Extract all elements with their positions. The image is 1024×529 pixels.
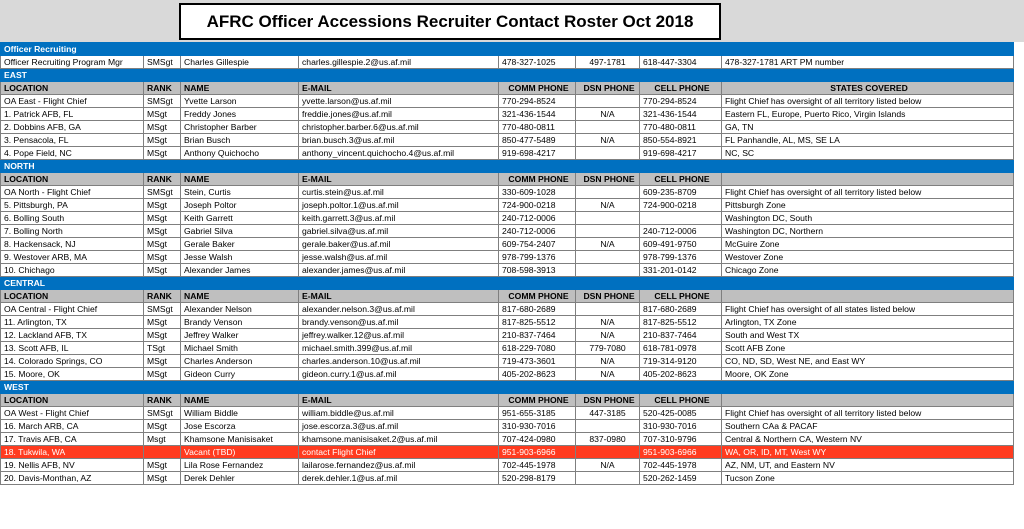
column-header-row (1, 290, 1014, 303)
cell-location[interactable]: OA Central - Flight Chief (1, 303, 144, 316)
cell-name[interactable]: Jeffrey Walker (181, 329, 299, 342)
section-row (1, 160, 1014, 173)
cell-dsn-phone[interactable] (576, 420, 640, 433)
header-comm-phone[interactable]: COMM PHONE (499, 173, 576, 186)
table-row (1, 238, 1014, 251)
cell-states-covered[interactable]: Flight Chief has oversight of all territory listed below (722, 407, 1014, 420)
cell-dsn-phone[interactable]: 779-7080 (576, 342, 640, 355)
cell-name[interactable]: Brian Busch (181, 134, 299, 147)
table-row (1, 225, 1014, 238)
cell-comm-phone[interactable]: 210-837-7464 (499, 329, 576, 342)
cell-states-covered[interactable]: WA, OR, ID, MT, West WY (722, 446, 1014, 459)
cell-cell-phone[interactable]: 817-680-2689 (640, 303, 722, 316)
header-rank[interactable]: RANK (144, 290, 181, 303)
cell-states-covered[interactable]: Flight Chief has oversight of all territory listed below (722, 186, 1014, 199)
table-row (1, 212, 1014, 225)
header-comm-phone[interactable]: COMM PHONE (499, 82, 576, 95)
cell-dsn-phone[interactable]: 497-1781 (576, 56, 640, 69)
cell-location[interactable]: OA North - Flight Chief (1, 186, 144, 199)
header-name[interactable]: NAME (181, 290, 299, 303)
cell-name[interactable]: Jose Escorza (181, 420, 299, 433)
cell-name[interactable]: Keith Garrett (181, 212, 299, 225)
table-row (1, 420, 1014, 433)
cell-email[interactable]: william.biddle@us.af.mil (299, 407, 499, 420)
cell-dsn-phone[interactable]: 447-3185 (576, 407, 640, 420)
cell-location[interactable]: 17. Travis AFB, CA (1, 433, 144, 446)
table-row (1, 433, 1014, 446)
title-strip (0, 0, 1024, 42)
cell-name[interactable]: Stein, Curtis (181, 186, 299, 199)
section-row (1, 43, 1014, 56)
cell-email[interactable]: lailarose.fernandez@us.af.mil (299, 459, 499, 472)
cell-cell-phone[interactable]: 310-930-7016 (640, 420, 722, 433)
header-dsn-phone[interactable]: DSN PHONE (576, 82, 640, 95)
cell-email[interactable]: charles.gillespie.2@us.af.mil (299, 56, 499, 69)
cell-location[interactable]: 4. Pope Field, NC (1, 147, 144, 160)
cell-location[interactable]: 16. March ARB, CA (1, 420, 144, 433)
table-row (1, 472, 1014, 485)
cell-comm-phone[interactable]: 817-680-2689 (499, 303, 576, 316)
header-rank[interactable]: RANK (144, 173, 181, 186)
roster-body (1, 43, 1014, 485)
cell-cell-phone[interactable]: 520-425-0085 (640, 407, 722, 420)
cell-location[interactable]: 5. Pittsburgh, PA (1, 199, 144, 212)
cell-rank[interactable]: MSgt (144, 459, 181, 472)
cell-email[interactable]: khamsone.manisisaket.2@us.af.mil (299, 433, 499, 446)
cell-email[interactable]: keith.garrett.3@us.af.mil (299, 212, 499, 225)
cell-comm-phone[interactable]: 850-477-5489 (499, 134, 576, 147)
cell-cell-phone[interactable]: 240-712-0006 (640, 225, 722, 238)
cell-cell-phone[interactable]: 919-698-4217 (640, 147, 722, 160)
table-row (1, 95, 1014, 108)
cell-rank[interactable]: SMSgt (144, 56, 181, 69)
cell-name[interactable]: Freddy Jones (181, 108, 299, 121)
cell-comm-phone[interactable]: 330-609-1028 (499, 186, 576, 199)
table-row (1, 303, 1014, 316)
cell-name[interactable]: Vacant (TBD) (181, 446, 299, 459)
cell-dsn-phone[interactable]: N/A (576, 368, 640, 381)
cell-rank[interactable]: MSgt (144, 238, 181, 251)
header-comm-phone[interactable]: COMM PHONE (499, 290, 576, 303)
cell-rank[interactable]: SMSgt (144, 186, 181, 199)
cell-comm-phone[interactable]: 609-754-2407 (499, 238, 576, 251)
header-rank[interactable]: RANK (144, 82, 181, 95)
table-row (1, 342, 1014, 355)
cell-name[interactable]: Jesse Walsh (181, 251, 299, 264)
table-row (1, 368, 1014, 381)
cell-dsn-phone[interactable] (576, 303, 640, 316)
cell-comm-phone[interactable]: 708-598-3913 (499, 264, 576, 277)
cell-rank[interactable] (144, 446, 181, 459)
header-states-covered[interactable] (722, 290, 1014, 303)
cell-comm-phone[interactable]: 405-202-8623 (499, 368, 576, 381)
cell-rank[interactable]: MSgt (144, 199, 181, 212)
header-comm-phone[interactable]: COMM PHONE (499, 394, 576, 407)
cell-email[interactable]: brian.busch.3@us.af.mil (299, 134, 499, 147)
column-header-row (1, 173, 1014, 186)
header-cell-phone[interactable]: CELL PHONE (640, 394, 722, 407)
cell-location[interactable]: 3. Pensacola, FL (1, 134, 144, 147)
cell-dsn-phone[interactable]: N/A (576, 108, 640, 121)
column-header-row (1, 394, 1014, 407)
cell-comm-phone[interactable]: 951-903-6966 (499, 446, 576, 459)
cell-dsn-phone[interactable] (576, 121, 640, 134)
cell-states-covered[interactable]: Eastern FL, Europe, Puerto Rico, Virgin Islands (722, 108, 1014, 121)
cell-name[interactable]: Gerale Baker (181, 238, 299, 251)
header-cell-phone[interactable]: CELL PHONE (640, 82, 722, 95)
cell-comm-phone[interactable]: 770-294-8524 (499, 95, 576, 108)
table-row (1, 446, 1014, 459)
cell-location[interactable]: 18. Tukwila, WA (1, 446, 144, 459)
cell-email[interactable]: gideon.curry.1@us.af.mil (299, 368, 499, 381)
header-dsn-phone[interactable]: DSN PHONE (576, 173, 640, 186)
cell-name[interactable]: Michael Smith (181, 342, 299, 355)
cell-dsn-phone[interactable] (576, 212, 640, 225)
section-label[interactable]: NORTH (1, 160, 1014, 173)
section-label[interactable]: WEST (1, 381, 1014, 394)
cell-location[interactable]: OA West - Flight Chief (1, 407, 144, 420)
cell-cell-phone[interactable]: 520-262-1459 (640, 472, 722, 485)
cell-location[interactable]: 9. Westover ARB, MA (1, 251, 144, 264)
table-row (1, 459, 1014, 472)
cell-rank[interactable]: MSgt (144, 472, 181, 485)
cell-cell-phone[interactable]: 817-825-5512 (640, 316, 722, 329)
cell-states-covered[interactable]: Scott AFB Zone (722, 342, 1014, 355)
cell-comm-phone[interactable]: 702-445-1978 (499, 459, 576, 472)
cell-comm-phone[interactable]: 240-712-0006 (499, 212, 576, 225)
cell-name[interactable]: Gabriel Silva (181, 225, 299, 238)
header-location[interactable]: LOCATION (1, 82, 144, 95)
cell-cell-phone[interactable]: 719-314-9120 (640, 355, 722, 368)
cell-name[interactable]: Khamsone Manisisaket (181, 433, 299, 446)
cell-states-covered[interactable]: Southern CAa & PACAF (722, 420, 1014, 433)
cell-states-covered[interactable]: Flight Chief has oversight of all states listed below (722, 303, 1014, 316)
cell-location[interactable]: 14. Colorado Springs, CO (1, 355, 144, 368)
cell-cell-phone[interactable]: 978-799-1376 (640, 251, 722, 264)
section-row (1, 381, 1014, 394)
cell-states-covered[interactable]: Tucson Zone (722, 472, 1014, 485)
cell-rank[interactable]: SMSgt (144, 95, 181, 108)
cell-states-covered[interactable]: FL Panhandle, AL, MS, SE LA (722, 134, 1014, 147)
cell-name[interactable]: Charles Anderson (181, 355, 299, 368)
cell-email[interactable]: freddie.jones@us.af.mil (299, 108, 499, 121)
header-rank[interactable]: RANK (144, 394, 181, 407)
header-email[interactable]: E-MAIL (299, 394, 499, 407)
cell-location[interactable]: 11. Arlington, TX (1, 316, 144, 329)
section-label[interactable]: CENTRAL (1, 277, 1014, 290)
header-dsn-phone[interactable]: DSN PHONE (576, 394, 640, 407)
cell-cell-phone[interactable]: 707-310-9796 (640, 433, 722, 446)
cell-rank[interactable]: SMSgt (144, 303, 181, 316)
cell-comm-phone[interactable]: 310-930-7016 (499, 420, 576, 433)
cell-cell-phone[interactable]: 770-294-8524 (640, 95, 722, 108)
table-row (1, 134, 1014, 147)
cell-rank[interactable]: MSgt (144, 251, 181, 264)
cell-cell-phone[interactable]: 724-900-0218 (640, 199, 722, 212)
cell-email[interactable]: brandy.venson@us.af.mil (299, 316, 499, 329)
cell-cell-phone[interactable]: 618-781-0978 (640, 342, 722, 355)
cell-name[interactable]: Brandy Venson (181, 316, 299, 329)
cell-location[interactable]: 7. Bolling North (1, 225, 144, 238)
cell-states-covered[interactable]: Arlington, TX Zone (722, 316, 1014, 329)
cell-rank[interactable]: MSgt (144, 316, 181, 329)
header-location[interactable]: LOCATION (1, 290, 144, 303)
header-email[interactable]: E-MAIL (299, 290, 499, 303)
cell-cell-phone[interactable]: 609-235-8709 (640, 186, 722, 199)
cell-location[interactable]: 1. Patrick AFB, FL (1, 108, 144, 121)
cell-states-covered[interactable]: Pittsburgh Zone (722, 199, 1014, 212)
cell-cell-phone[interactable]: 210-837-7464 (640, 329, 722, 342)
cell-rank[interactable]: TSgt (144, 342, 181, 355)
cell-rank[interactable]: MSgt (144, 264, 181, 277)
table-row (1, 251, 1014, 264)
cell-dsn-phone[interactable]: N/A (576, 199, 640, 212)
cell-email[interactable]: anthony_vincent.quichocho.4@us.af.mil (299, 147, 499, 160)
cell-name[interactable]: Alexander James (181, 264, 299, 277)
table-row (1, 147, 1014, 160)
cell-cell-phone[interactable]: 609-491-9750 (640, 238, 722, 251)
cell-dsn-phone[interactable]: N/A (576, 459, 640, 472)
cell-name[interactable]: Christopher Barber (181, 121, 299, 134)
table-row (1, 329, 1014, 342)
cell-location[interactable]: 19. Nellis AFB, NV (1, 459, 144, 472)
cell-states-covered[interactable]: Washington DC, Northern (722, 225, 1014, 238)
cell-dsn-phone[interactable] (576, 186, 640, 199)
cell-email[interactable]: yvette.larson@us.af.mil (299, 95, 499, 108)
cell-email[interactable]: gerale.baker@us.af.mil (299, 238, 499, 251)
cell-email[interactable]: charles.anderson.10@us.af.mil (299, 355, 499, 368)
header-cell-phone[interactable]: CELL PHONE (640, 290, 722, 303)
cell-email[interactable]: alexander.james@us.af.mil (299, 264, 499, 277)
cell-email[interactable]: curtis.stein@us.af.mil (299, 186, 499, 199)
cell-name[interactable]: Charles Gillespie (181, 56, 299, 69)
header-location[interactable]: LOCATION (1, 173, 144, 186)
section-label[interactable]: EAST (1, 69, 1014, 82)
header-dsn-phone[interactable]: DSN PHONE (576, 290, 640, 303)
cell-comm-phone[interactable]: 719-473-3601 (499, 355, 576, 368)
header-states-covered[interactable] (722, 173, 1014, 186)
cell-rank[interactable]: SMSgt (144, 407, 181, 420)
cell-states-covered[interactable]: GA, TN (722, 121, 1014, 134)
header-name[interactable]: NAME (181, 394, 299, 407)
cell-location[interactable]: 10. Chichago (1, 264, 144, 277)
cell-name[interactable]: Joseph Poltor (181, 199, 299, 212)
cell-location[interactable]: 20. Davis-Monthan, AZ (1, 472, 144, 485)
table-row (1, 108, 1014, 121)
cell-location[interactable]: OA East - Flight Chief (1, 95, 144, 108)
cell-dsn-phone[interactable] (576, 251, 640, 264)
section-row (1, 277, 1014, 290)
cell-rank[interactable]: MSgt (144, 134, 181, 147)
cell-states-covered[interactable]: CO, ND, SD, West NE, and East WY (722, 355, 1014, 368)
cell-comm-phone[interactable]: 951-655-3185 (499, 407, 576, 420)
header-location[interactable]: LOCATION (1, 394, 144, 407)
cell-rank[interactable]: MSgt (144, 329, 181, 342)
cell-dsn-phone[interactable]: N/A (576, 316, 640, 329)
cell-comm-phone[interactable]: 770-480-0811 (499, 121, 576, 134)
cell-comm-phone[interactable]: 618-229-7080 (499, 342, 576, 355)
cell-cell-phone[interactable]: 951-903-6966 (640, 446, 722, 459)
cell-rank[interactable]: MSgt (144, 121, 181, 134)
cell-comm-phone[interactable]: 321-436-1544 (499, 108, 576, 121)
cell-comm-phone[interactable]: 520-298-8179 (499, 472, 576, 485)
cell-dsn-phone[interactable] (576, 446, 640, 459)
roster-table (0, 42, 1014, 485)
roster-title: AFRC Officer Accessions Recruiter Contact Roster Oct 2018 (179, 3, 721, 40)
cell-rank[interactable]: Msgt (144, 433, 181, 446)
cell-comm-phone[interactable]: 919-698-4217 (499, 147, 576, 160)
table-row (1, 186, 1014, 199)
cell-location[interactable]: 13. Scott AFB, IL (1, 342, 144, 355)
header-name[interactable]: NAME (181, 173, 299, 186)
cell-comm-phone[interactable]: 240-712-0006 (499, 225, 576, 238)
cell-rank[interactable]: MSgt (144, 420, 181, 433)
cell-dsn-phone[interactable]: 837-0980 (576, 433, 640, 446)
header-name[interactable]: NAME (181, 82, 299, 95)
cell-name[interactable]: Lila Rose Fernandez (181, 459, 299, 472)
cell-comm-phone[interactable]: 817-825-5512 (499, 316, 576, 329)
cell-comm-phone[interactable]: 478-327-1025 (499, 56, 576, 69)
section-row (1, 69, 1014, 82)
cell-rank[interactable]: MSgt (144, 147, 181, 160)
cell-dsn-phone[interactable]: N/A (576, 355, 640, 368)
table-row (1, 199, 1014, 212)
cell-cell-phone[interactable]: 770-480-0811 (640, 121, 722, 134)
cell-location[interactable]: 2. Dobbins AFB, GA (1, 121, 144, 134)
cell-email[interactable]: gabriel.silva@us.af.mil (299, 225, 499, 238)
table-row (1, 56, 1014, 69)
cell-comm-phone[interactable]: 724-900-0218 (499, 199, 576, 212)
header-email[interactable]: E-MAIL (299, 173, 499, 186)
cell-dsn-phone[interactable] (576, 264, 640, 277)
header-states-covered[interactable]: STATES COVERED (722, 82, 1014, 95)
cell-rank[interactable]: MSgt (144, 225, 181, 238)
cell-cell-phone[interactable] (640, 212, 722, 225)
cell-dsn-phone[interactable] (576, 147, 640, 160)
cell-rank[interactable]: MSgt (144, 108, 181, 121)
cell-states-covered[interactable]: Moore, OK Zone (722, 368, 1014, 381)
cell-location[interactable]: 6. Bolling South (1, 212, 144, 225)
cell-email[interactable]: joseph.poltor.1@us.af.mil (299, 199, 499, 212)
cell-email[interactable]: michael.smith.399@us.af.mil (299, 342, 499, 355)
cell-states-covered[interactable]: Chicago Zone (722, 264, 1014, 277)
table-row (1, 407, 1014, 420)
table-row (1, 355, 1014, 368)
table-row (1, 316, 1014, 329)
cell-name[interactable]: William Biddle (181, 407, 299, 420)
cell-cell-phone[interactable]: 405-202-8623 (640, 368, 722, 381)
cell-location[interactable]: 15. Moore, OK (1, 368, 144, 381)
cell-name[interactable]: Derek Dehler (181, 472, 299, 485)
cell-cell-phone[interactable]: 321-436-1544 (640, 108, 722, 121)
cell-rank[interactable]: MSgt (144, 355, 181, 368)
cell-rank[interactable]: MSgt (144, 368, 181, 381)
cell-states-covered[interactable]: AZ, NM, UT, and Eastern NV (722, 459, 1014, 472)
cell-location[interactable]: Officer Recruiting Program Mgr (1, 56, 144, 69)
header-cell-phone[interactable]: CELL PHONE (640, 173, 722, 186)
cell-states-covered[interactable]: South and West TX (722, 329, 1014, 342)
cell-cell-phone[interactable]: 331-201-0142 (640, 264, 722, 277)
cell-rank[interactable]: MSgt (144, 212, 181, 225)
cell-cell-phone[interactable]: 702-445-1978 (640, 459, 722, 472)
cell-name[interactable]: Alexander Nelson (181, 303, 299, 316)
table-row (1, 121, 1014, 134)
cell-dsn-phone[interactable]: N/A (576, 238, 640, 251)
cell-email[interactable]: derek.dehler.1@us.af.mil (299, 472, 499, 485)
cell-states-covered[interactable]: Westover Zone (722, 251, 1014, 264)
cell-comm-phone[interactable]: 978-799-1376 (499, 251, 576, 264)
cell-dsn-phone[interactable]: N/A (576, 134, 640, 147)
header-email[interactable]: E-MAIL (299, 82, 499, 95)
section-label[interactable]: Officer Recruiting (1, 43, 1014, 56)
cell-name[interactable]: Yvette Larson (181, 95, 299, 108)
cell-email[interactable]: jose.escorza.3@us.af.mil (299, 420, 499, 433)
cell-cell-phone[interactable]: 850-554-8921 (640, 134, 722, 147)
cell-dsn-phone[interactable] (576, 472, 640, 485)
cell-email[interactable]: alexander.nelson.3@us.af.mil (299, 303, 499, 316)
cell-dsn-phone[interactable] (576, 225, 640, 238)
cell-location[interactable]: 8. Hackensack, NJ (1, 238, 144, 251)
cell-dsn-phone[interactable]: N/A (576, 329, 640, 342)
cell-states-covered[interactable]: McGuire Zone (722, 238, 1014, 251)
cell-dsn-phone[interactable] (576, 95, 640, 108)
cell-comm-phone[interactable]: 707-424-0980 (499, 433, 576, 446)
column-header-row (1, 82, 1014, 95)
cell-cell-phone[interactable]: 618-447-3304 (640, 56, 722, 69)
cell-states-covered[interactable]: 478-327-1781 ART PM number (722, 56, 1014, 69)
cell-states-covered[interactable]: Washington DC, South (722, 212, 1014, 225)
cell-email[interactable]: christopher.barber.6@us.af.mil (299, 121, 499, 134)
cell-states-covered[interactable]: NC, SC (722, 147, 1014, 160)
cell-name[interactable]: Anthony Quichocho (181, 147, 299, 160)
cell-email[interactable]: jesse.walsh@us.af.mil (299, 251, 499, 264)
table-row (1, 264, 1014, 277)
cell-states-covered[interactable]: Flight Chief has oversight of all territory listed below (722, 95, 1014, 108)
cell-location[interactable]: 12. Lackland AFB, TX (1, 329, 144, 342)
header-states-covered[interactable] (722, 394, 1014, 407)
cell-email[interactable]: contact Flight Chief (299, 446, 499, 459)
cell-name[interactable]: Gideon Curry (181, 368, 299, 381)
cell-states-covered[interactable]: Central & Northern CA, Western NV (722, 433, 1014, 446)
cell-email[interactable]: jeffrey.walker.12@us.af.mil (299, 329, 499, 342)
